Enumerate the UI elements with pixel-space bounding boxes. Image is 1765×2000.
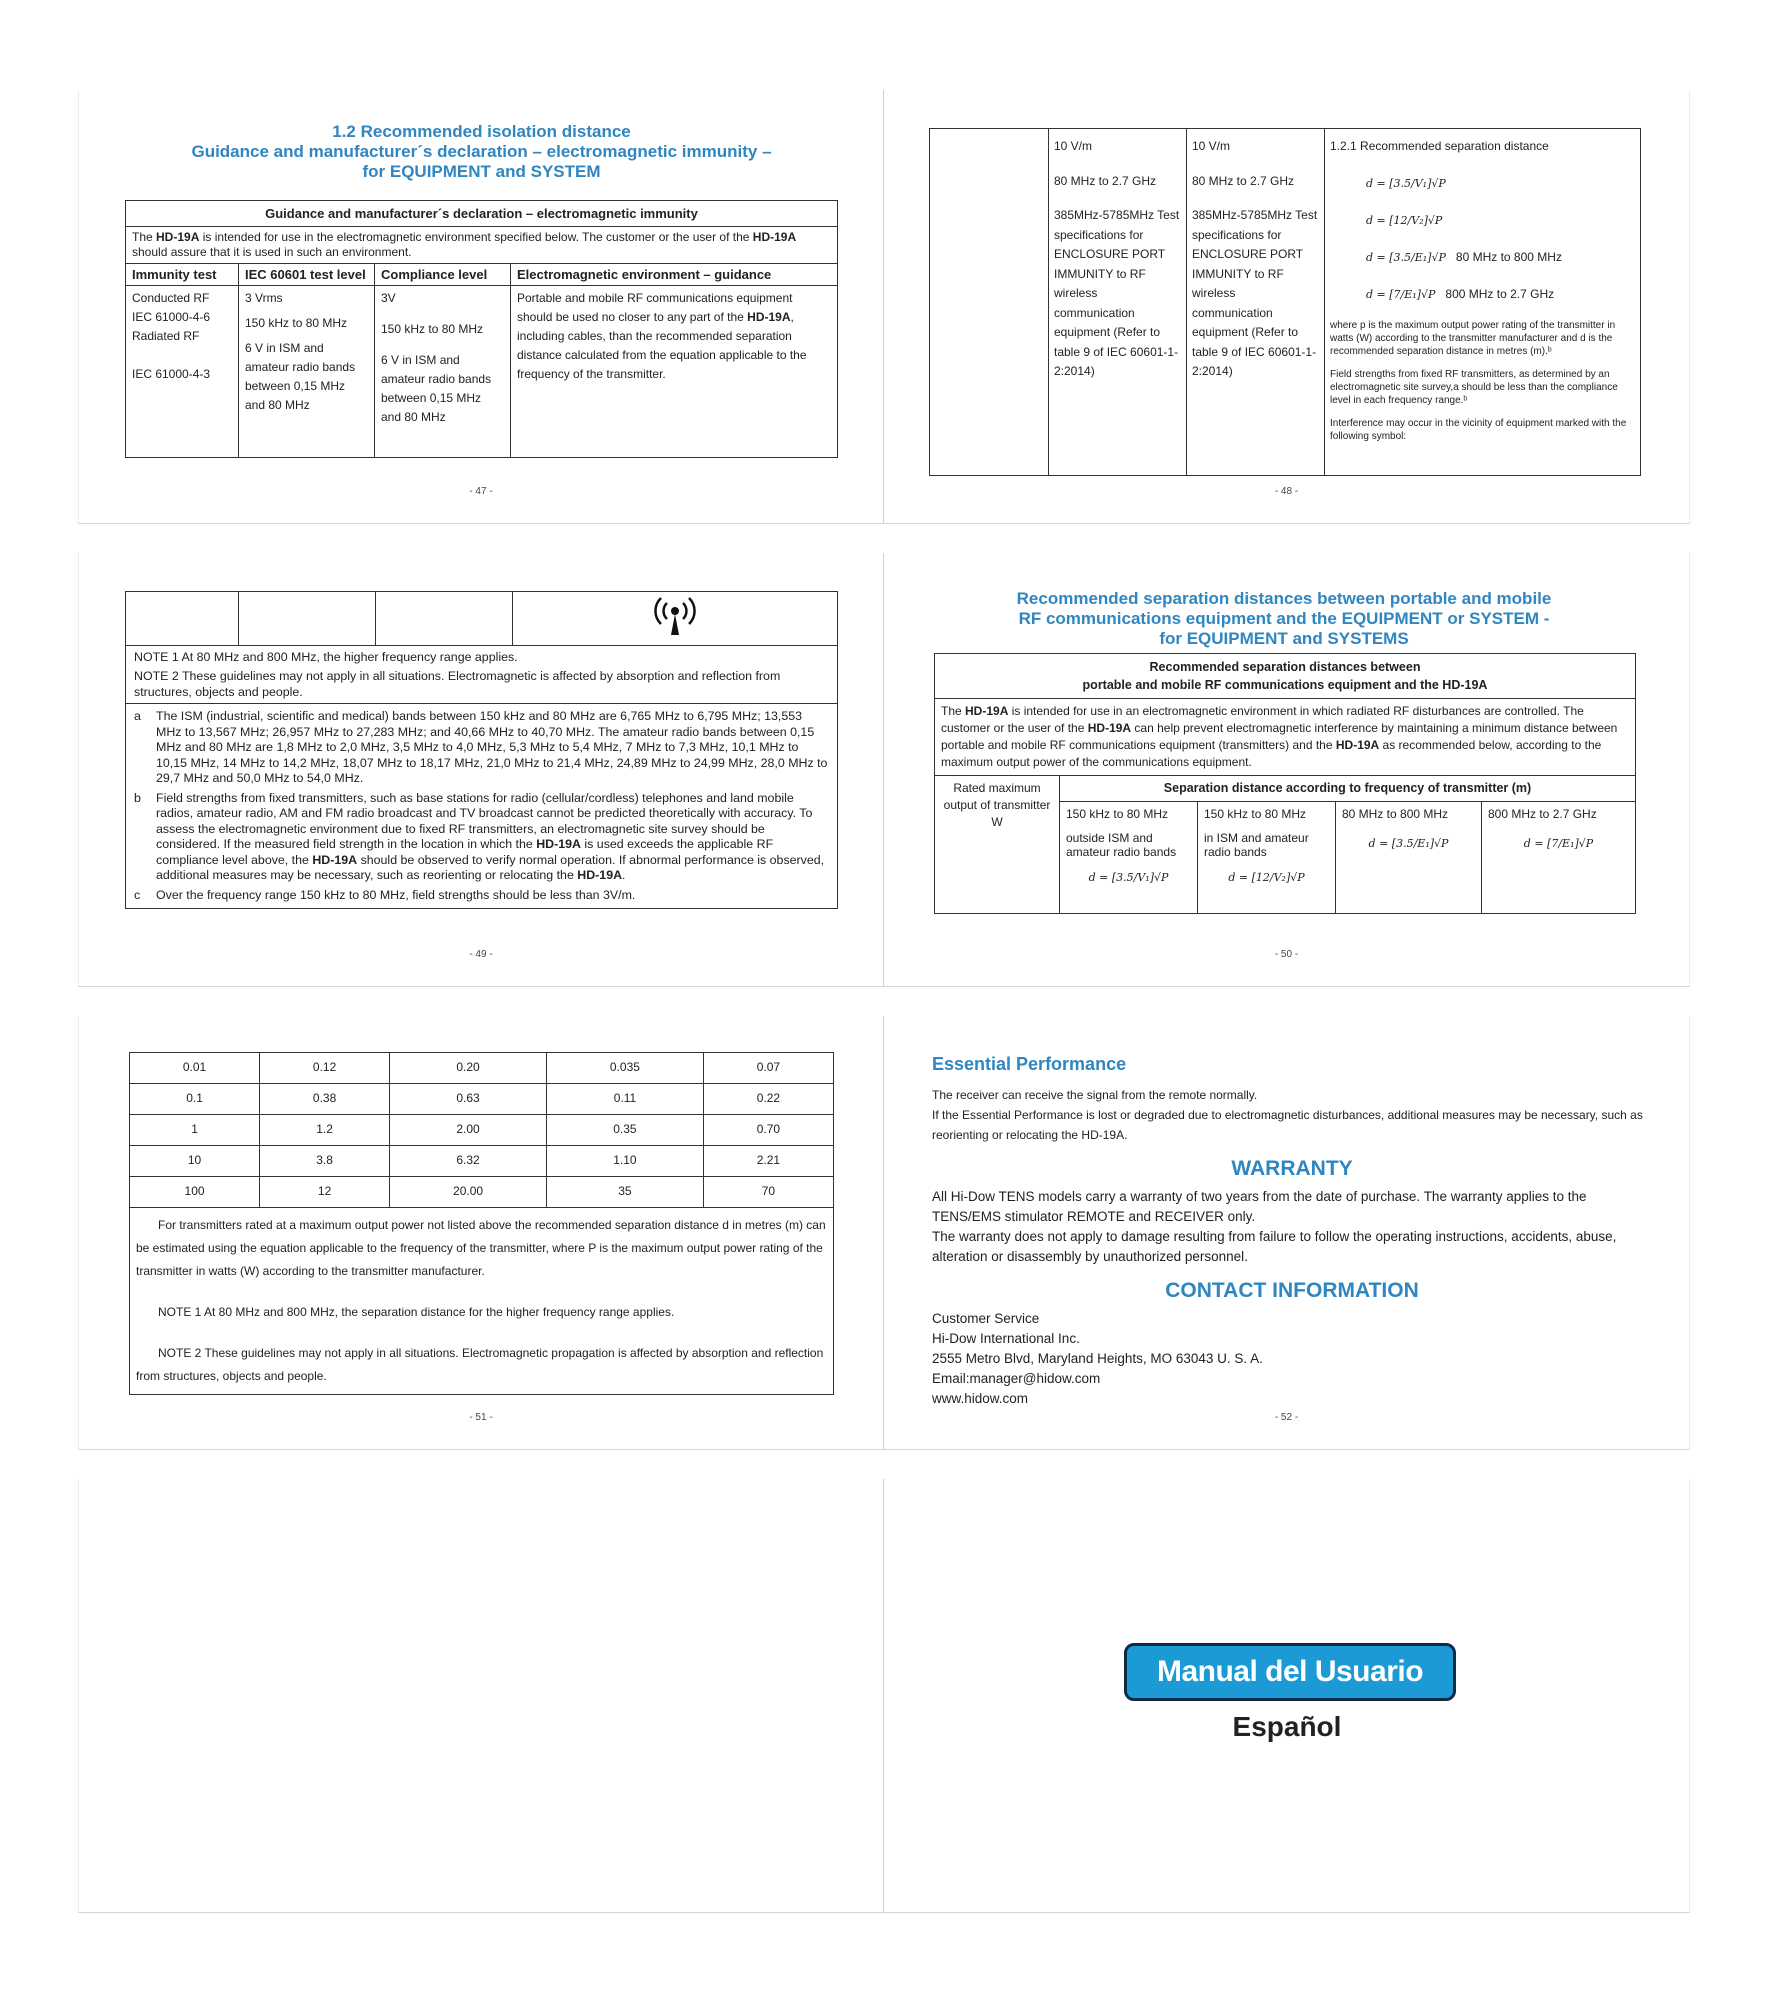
table-title: Guidance and manufacturer´s declaration – electromagnetic immunity	[126, 201, 838, 227]
table-intro: The HD-19A is intended for use in the electromagnetic environment specified below. The customer or the user of the HD-19A should assure that it is used in such an environment.	[126, 227, 838, 264]
cell-empty	[126, 592, 239, 646]
table-row	[130, 1146, 834, 1177]
note-1: NOTE 1 At 80 MHz and 800 MHz, the separation distance for the higher frequency range applies.	[158, 1305, 675, 1319]
col-header-test-level: IEC 60601 test level	[239, 264, 375, 286]
col-150khz-outside-ism: 150 kHz to 80 MHz outside ISM and amateur radio bands d = [3.5/V₁]√P	[1060, 802, 1198, 914]
page-47-title	[159, 122, 804, 182]
cell-test-level: 10 V/m 80 MHz to 2.7 GHz 385MHz-5785MHz Test specifications for ENCLOSURE PORT IMMUNITY to RF wireless communication equipment (Refer to table 9 of IEC 60601-1-2:2014)	[1049, 129, 1187, 476]
table-cell: 0.20	[390, 1053, 547, 1084]
model-name: HD-19A	[156, 230, 200, 244]
warranty-heading: WARRANTY	[1231, 1157, 1353, 1180]
separation-header: Separation distance according to frequency of transmitter (m)	[1060, 776, 1636, 802]
sheet-pages-49-50	[78, 553, 1690, 987]
table-cell: 0.63	[390, 1084, 547, 1115]
table-cell: 0.01	[130, 1053, 260, 1084]
immunity-table-notes	[125, 591, 838, 909]
table-cell: 0.07	[703, 1053, 833, 1084]
col-80-800mhz: 80 MHz to 800 MHz d = [3.5/E₁]√P	[1336, 802, 1482, 914]
table-intro: The HD-19A is intended for use in an electromagnetic environment in which radiated RF disturbances are controlled. The customer or the user of the HD-19A can help prevent electromagnetic interference by maintaining a minimum distance between portable and mobile RF communications equipment (transmitters) and the HD-19A as recommended below, according to the maximum output power of the communications equipment.	[935, 699, 1636, 776]
table-row	[130, 1084, 834, 1115]
page-number: - 47 -	[469, 486, 493, 497]
sheet-pages-51-52	[78, 1016, 1690, 1450]
title-line-2: Guidance and manufacturer´s declaration – electromagnetic immunity –	[191, 142, 772, 161]
table-cell: 100	[130, 1177, 260, 1208]
table-cell: 0.35	[547, 1115, 704, 1146]
page-52-content: Essential Performance The receiver can receive the signal from the remote normally. If the Essential Performance is lost or degraded due to electromagnetic disturbances, additional measures may be necessary, such as reorienting or relocating the HD-19A. WARRANTY All Hi-Dow TENS models carry a warranty of two years from the date of purchase. The warranty applies to the TENS/EMS stimulator REMOTE and RECEIVER only. The warranty does not apply to damage resulting from failure to follow the operating instructions, accidents, abuse, alteration or disassembly by unauthorized personnel. CONTACT INFORMATION Customer Service Hi-Dow International Inc. 2555 Metro Blvd, Maryland Heights, MO 63043 U. S. A. Email:manager@hidow.com www.hidow.com	[932, 1054, 1652, 1409]
cell-immunity-test: Conducted RF IEC 61000-4-6 Radiated RF IEC 61000-4-3	[126, 286, 239, 458]
immunity-table	[125, 200, 838, 458]
language-label: Español	[1232, 1711, 1342, 1742]
table-cell: 2.21	[703, 1146, 833, 1177]
footnotes-block	[126, 704, 838, 909]
title-line-1: 1.2 Recommended isolation distance	[332, 122, 631, 141]
page-number: - 49 -	[469, 949, 493, 960]
cell-empty	[930, 129, 1049, 476]
cell-compliance: 10 V/m 80 MHz to 2.7 GHz 385MHz-5785MHz Test specifications for ENCLOSURE PORT IMMUNITY to RF wireless communication equipment (Refer to table 9 of IEC 60601-1-2:2014)	[1187, 129, 1325, 476]
model-name: HD-19A	[752, 230, 797, 244]
footnote-b: b Field strengths from fixed transmitters, such as base stations for radio (cellular/cordless) telephones and land mobile radios, amateur radio, AM and FM radio broadcast and TV broadcast cannot be predicted theoretically with accuracy. To assess the electromagnetic environment due to fixed RF transmitters, an electromagnetic site survey should be considered. If the measured field strength in the location in which the HD-19A is used exceeds the applicable RF compliance level above, the HD-19A should be observed to verify normal operation. If abnormal performance is observed, additional measures may be necessary, such as reorienting or relocating the HD-19A.	[134, 790, 825, 882]
contact-website: www.hidow.com	[932, 1391, 1029, 1406]
cell-environment: 1.2.1 Recommended separation distance d = [3.5/V₁]√P d = [12/V₂]√P d = [3.5/E₁]√P 80 MHz to 800 MHz d = [7/E₁]√P 800 MHz to 2.7 GHz where p is the maximum output power rating of the transmitter in watts (W) according to the transmitter manufacturer and d is the recommended separation distance in metres (m).ᵇ Field strengths from fixed RF transmitters, as determined by an electromagnetic site survey,a should be less than the compliance level in each frequency range.ᵇ Interference may occur in the vicinity of equipment marked with the following symbol:	[1325, 129, 1641, 476]
table-cell: 20.00	[390, 1177, 547, 1208]
table-title: Recommended separation distances between portable and mobile RF communications equipment and the HD-19A	[935, 654, 1636, 699]
cover-page	[884, 1479, 1689, 1912]
page-number: - 50 -	[1274, 949, 1299, 960]
model-name: HD-19A	[577, 868, 623, 882]
table-cell: 0.035	[547, 1053, 704, 1084]
title-line-3: for EQUIPMENT and SYSTEM	[362, 162, 601, 181]
table-cell: 0.38	[260, 1084, 390, 1115]
table-cell: 10	[130, 1146, 260, 1177]
page-50-title: Recommended separation distances between portable and mobile RF communications equipment and the EQUIPMENT or SYSTEM - for EQUIPMENT and SYSTEMS	[1016, 589, 1552, 648]
notes-block	[126, 645, 838, 704]
table-cell: 0.22	[703, 1084, 833, 1115]
table-cell: 2.00	[390, 1115, 547, 1146]
page-51	[79, 1016, 883, 1449]
col-header-immunity-test: Immunity test	[126, 264, 239, 286]
table-cell: 0.1	[130, 1084, 260, 1115]
cell-empty	[239, 592, 376, 646]
page-52	[884, 1016, 1689, 1449]
table-row	[130, 1177, 834, 1208]
formula-v2: d = [12/V₂]√P	[1366, 213, 1443, 227]
table-cell: 6.32	[390, 1146, 547, 1177]
note-2: NOTE 2 These guidelines may not apply in all situations. Electromagnetic propagation is affected by absorption and reflection from structures, objects and people.	[136, 1346, 824, 1383]
page-50	[884, 553, 1689, 986]
table-cell: 70	[703, 1177, 833, 1208]
cell-empty	[376, 592, 513, 646]
essential-performance-heading: Essential Performance	[932, 1054, 1127, 1074]
table-cell: 0.12	[260, 1053, 390, 1084]
table-cell: 0.11	[547, 1084, 704, 1115]
cell-environment: Portable and mobile RF communications equipment should be used no closer to any part of the HD-19A, including cables, than the recommended separation distance calculated from the equation applicable to the frequency of the transmitter.	[511, 286, 838, 458]
separation-heading: 1.2.1 Recommended separation distance	[1330, 139, 1549, 153]
separation-table	[934, 653, 1636, 914]
table-cell: 1	[130, 1115, 260, 1146]
formula-e1: d = [3.5/E₁]√P	[1366, 250, 1446, 264]
table-row	[130, 1053, 834, 1084]
col-800mhz-2-7ghz: 800 MHz to 2.7 GHz d = [7/E₁]√P	[1482, 802, 1636, 914]
model-name: HD-19A	[536, 837, 581, 851]
model-name: HD-19A	[747, 310, 791, 324]
rated-output-header: Rated maximum output of transmitter W	[935, 776, 1060, 914]
note-main: For transmitters rated at a maximum output power not listed above the recommended separation distance d in metres (m) can be estimated using the equation applicable to the frequency of the transmitter, where P is the maximum output power rating of the transmitter in watts (W) according to the transmitter manufacturer.	[136, 1218, 826, 1278]
sheet-cover	[78, 1479, 1690, 1913]
page-number: - 51 -	[469, 1412, 493, 1423]
separation-values-table	[129, 1052, 834, 1395]
table-cell: 1.10	[547, 1146, 704, 1177]
page-48	[884, 90, 1689, 523]
notes-block	[130, 1208, 834, 1395]
footnote-a: a The ISM (industrial, scientific and medical) bands between 150 kHz and 80 MHz are 6,765 MHz to 6,795 MHz; 13,553 MHz to 13,567 MHz; 26,957 MHz to 27,283 MHz; and 40,66 MHz to 40,70 MHz. The amateur radio bands between 0,15 MHz and 80 MHz are 1,8 MHz to 2,0 MHz, 3,5 MHz to 4,0 MHz, 5,3 MHz to 5,4 MHz, 7 MHz to 7,3 MHz, 10,1 MHz to 10,15 MHz, 14 MHz to 14,2 MHz, 18,07 MHz to 18,17 MHz, 21,0 MHz to 21,4 MHz, 24,89 MHz to 24,99 MHz, 28,0 MHz to 29,7 MHz and 50,0 MHz to 54,0 MHz.	[134, 709, 828, 785]
model-name: HD-19A	[965, 704, 1009, 718]
formula-e1-high: d = [7/E₁]√P	[1366, 287, 1436, 301]
table-cell: 1.2	[260, 1115, 390, 1146]
cell-compliance: 3V 150 kHz to 80 MHz 6 V in ISM and amateur radio bands between 0,15 MHz and 80 MHz	[375, 286, 511, 458]
page-number: - 48 -	[1274, 486, 1299, 497]
contact-heading: CONTACT INFORMATION	[1165, 1279, 1419, 1302]
cell-symbol	[513, 592, 838, 646]
col-header-environment: Electromagnetic environment – guidance	[511, 264, 838, 286]
table-cell: 12	[260, 1177, 390, 1208]
model-name: HD-19A	[1335, 738, 1380, 752]
radiation-warning-symbol-icon	[651, 595, 699, 637]
col-150khz-ism: 150 kHz to 80 MHz in ISM and amateur radio bands d = [12/V₂]√P	[1198, 802, 1336, 914]
table-row	[130, 1115, 834, 1146]
contact-email: Email:manager@hidow.com	[932, 1371, 1101, 1386]
model-name: HD-19A	[1087, 721, 1132, 735]
col-header-compliance: Compliance level	[375, 264, 511, 286]
note-1: NOTE 1 At 80 MHz and 800 MHz, the higher frequency range applies.	[134, 649, 518, 664]
page-47	[79, 90, 883, 523]
table-cell: 3.8	[260, 1146, 390, 1177]
immunity-table-continued	[929, 128, 1641, 476]
page-number: - 52 -	[1274, 1412, 1299, 1423]
note-2: NOTE 2 These guidelines may not apply in all situations. Electromagnetic is affected by absorption and reflection from structures, objects and people.	[134, 669, 781, 699]
sheet-pages-47-48	[78, 90, 1690, 524]
model-name: HD-19A	[312, 852, 358, 867]
footnote-c: c Over the frequency range 150 kHz to 80 MHz, field strengths should be less than 3V/m.	[134, 887, 636, 902]
blank-page	[79, 1479, 883, 1912]
formula-v1: d = [3.5/V₁]√P	[1366, 176, 1446, 190]
cell-test-level: 3 Vrms 150 kHz to 80 MHz 6 V in ISM and amateur radio bands between 0,15 MHz and 80 MHz	[239, 286, 375, 458]
page-49	[79, 553, 883, 986]
manual-del-usuario-badge: Manual del Usuario	[1124, 1643, 1456, 1701]
table-cell: 35	[547, 1177, 704, 1208]
table-cell: 0.70	[703, 1115, 833, 1146]
